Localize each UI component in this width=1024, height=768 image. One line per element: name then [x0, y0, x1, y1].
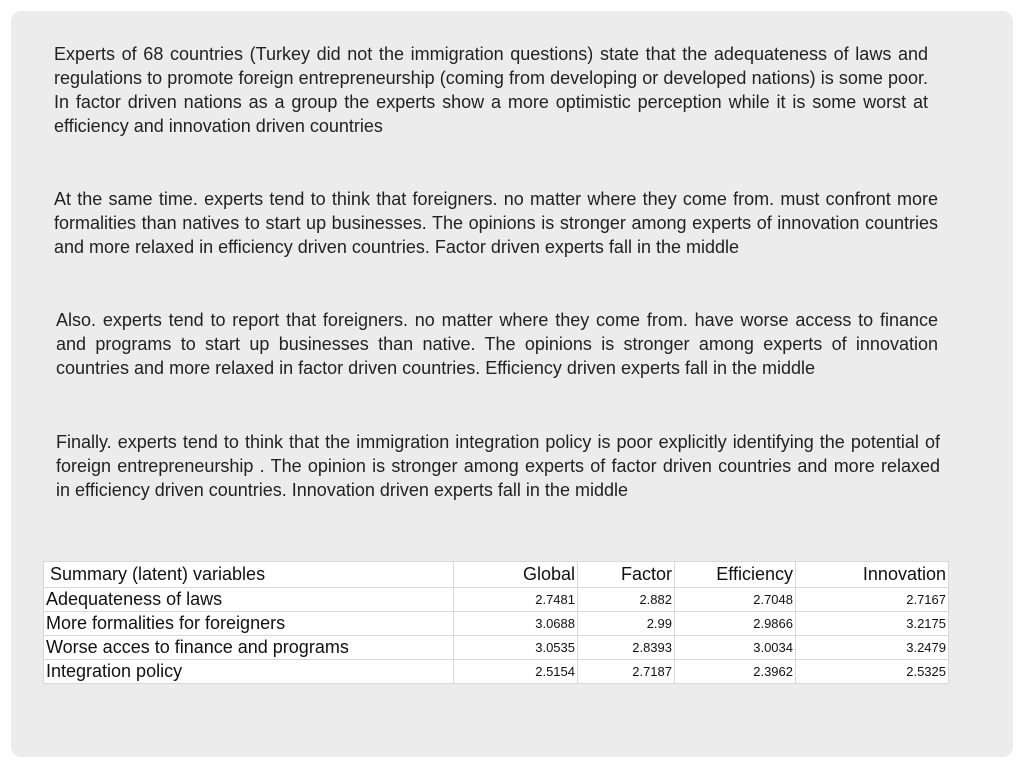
cell-innovation: 2.7167 [796, 588, 949, 612]
paragraph-finance-access: Also. experts tend to report that foreigners. no matter where they come from. have worse access to finance and programs to start up businesses than native. The opinions is stronger among experts of innovation countries and more relaxed in factor driven countries. Efficiency driven experts fall in the middle [56, 310, 938, 378]
cell-innovation: 3.2175 [796, 612, 949, 636]
cell-global: 3.0535 [454, 636, 578, 660]
cell-global: 3.0688 [454, 612, 578, 636]
row-label: Worse acces to finance and programs [44, 636, 454, 660]
cell-efficiency: 2.3962 [675, 660, 796, 684]
cell-innovation: 2.5325 [796, 660, 949, 684]
header-summary-variables: Summary (latent) variables [44, 562, 454, 588]
row-label: Integration policy [44, 660, 454, 684]
table-row [44, 612, 949, 636]
table-header-row [44, 562, 949, 588]
cell-factor: 2.882 [578, 588, 675, 612]
header-factor: Factor [578, 562, 675, 588]
row-label: More formalities for foreigners [44, 612, 454, 636]
cell-global: 2.7481 [454, 588, 578, 612]
paragraph-formalities: At the same time. experts tend to think that foreigners. no matter where they come from. must confront more formalities than natives to start up businesses. The opinions is stronger among experts of innovation countries and more relaxed in efficiency driven countries. Factor driven experts fall in the middle [54, 189, 938, 257]
paragraph-adequateness: Experts of 68 countries (Turkey did not the immigration questions) state that the adequateness of laws and regulations to promote foreign entrepreneurship (coming from developing or developed nations) is some poor. In factor driven nations as a group the experts show a more optimistic perception while it is some worst at efficiency and innovation driven countries [54, 44, 928, 136]
cell-efficiency: 2.7048 [675, 588, 796, 612]
slide [11, 11, 1013, 757]
cell-efficiency: 2.9866 [675, 612, 796, 636]
table-row [44, 660, 949, 684]
cell-innovation: 3.2479 [796, 636, 949, 660]
paragraph-integration-policy: Finally. experts tend to think that the immigration integration policy is poor explicitly identifying the potential of foreign entrepreneurship . The opinion is stronger among experts of factor driven countries and more relaxed in efficiency driven countries. Innovation driven experts fall in the middle [56, 432, 940, 500]
cell-factor: 2.7187 [578, 660, 675, 684]
cell-efficiency: 3.0034 [675, 636, 796, 660]
header-global: Global [454, 562, 578, 588]
cell-factor: 2.8393 [578, 636, 675, 660]
summary-table [43, 561, 949, 684]
cell-factor: 2.99 [578, 612, 675, 636]
header-efficiency: Efficiency [675, 562, 796, 588]
table-row [44, 636, 949, 660]
cell-global: 2.5154 [454, 660, 578, 684]
table-row [44, 588, 949, 612]
header-innovation: Innovation [796, 562, 949, 588]
row-label: Adequateness of laws [44, 588, 454, 612]
